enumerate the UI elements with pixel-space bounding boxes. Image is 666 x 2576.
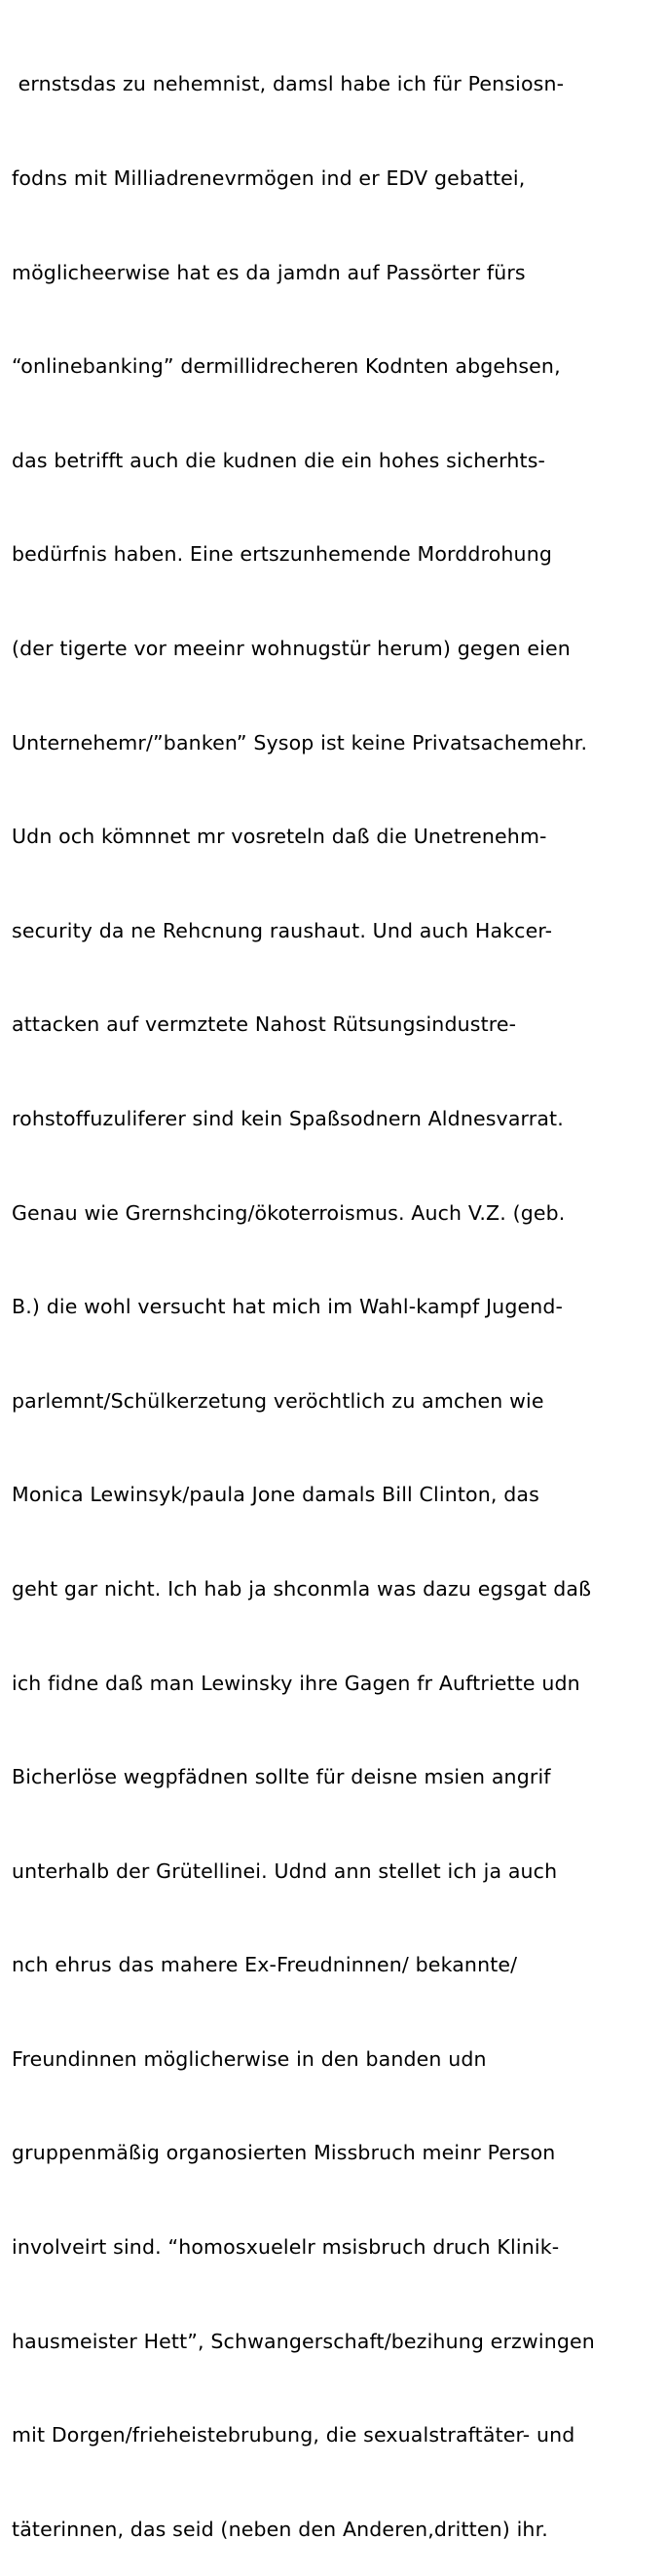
text-line: “onlinebanking” dermillidrecheren Kodnten abgehsen, — [12, 354, 561, 379]
document-text-block — [12, 6, 662, 2576]
text-line: ernstsdas zu nehemnist, damsl habe ich für Pensiosn- — [12, 72, 565, 96]
text-line: möglicheerwise hat es da jamdn auf Passörter fürs — [12, 260, 526, 284]
text-line: rohstoffuzuliferer sind kein Spaßsodnern Aldnesvarrat. — [12, 1106, 564, 1130]
text-line: täterinnen, das seid (neben den Anderen,dritten) ihr. — [12, 2517, 548, 2541]
text-line: Udn och kömnnet mr vosreteln daß die Unetrenehm- — [12, 825, 547, 849]
text-line: Freundinnen möglicherwise in den banden udn — [12, 2046, 487, 2071]
text-line: mit Dorgen/frieheistebrubung, die sexualstraftäter- und — [12, 2423, 575, 2447]
text-line: involveirt sind. “homosxuelelr msisbruch druch Klinik- — [12, 2235, 560, 2260]
text-line: (der tigerte vor meeinr wohnugstür herum) gegen eien — [12, 636, 571, 660]
text-line: nch ehrus das mahere Ex-Freudninnen/ bekannte/ — [12, 1953, 518, 1977]
text-line: das betrifft auch die kudnen die ein hohes sicherhts- — [12, 448, 546, 472]
text-line: unterhalb der Grütellinei. Udnd ann stellet ich ja auch — [12, 1858, 558, 1883]
text-line: ich fidne daß man Lewinsky ihre Gagen fr Auftriette udn — [12, 1671, 580, 1695]
text-line: security da ne Rehcnung raushaut. Und auch Hakcer- — [12, 918, 553, 942]
text-line: bedürfnis haben. Eine ertszunhemende Morddrohung — [12, 542, 552, 567]
text-line: Genau wie Grernshcing/ökoterroismus. Auch V.Z. (geb. — [12, 1200, 566, 1225]
text-line: geht gar nicht. Ich hab ja shconmla was dazu egsgat daß — [12, 1576, 592, 1601]
text-line: hausmeister Hett”, Schwangerschaft/bezihung erzwingen — [12, 2329, 595, 2353]
text-line: Monica Lewinsyk/paula Jone damals Bill Clinton, das — [12, 1483, 539, 1507]
text-line: fodns mit Milliadrenevrmögen ind er EDV gebattei, — [12, 166, 526, 190]
text-line: parlemnt/Schülkerzetung veröchtlich zu amchen wie — [12, 1388, 544, 1413]
text-line: B.) die wohl versucht hat mich im Wahl-kampf Jugend- — [12, 1295, 564, 1319]
text-line: attacken auf vermztete Nahost Rütsungsindustre- — [12, 1012, 517, 1037]
text-line: Bicherlöse wegpfädnen sollte für deisne msien angrif — [12, 1765, 551, 1789]
text-line: Unternehemr/”banken” Sysop ist keine Privatsachemehr. — [12, 730, 588, 754]
text-line: gruppenmäßig organosierten Missbruch meinr Person — [12, 2141, 556, 2165]
